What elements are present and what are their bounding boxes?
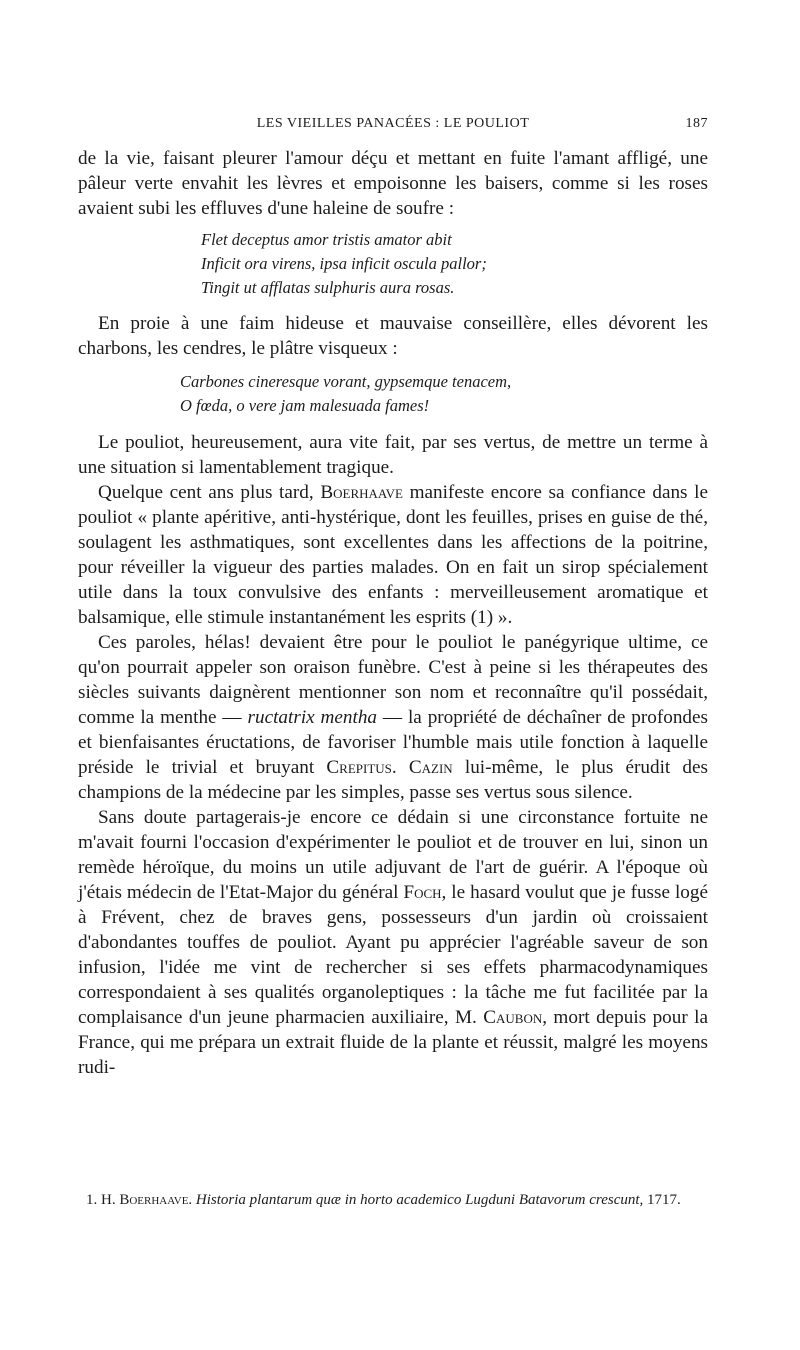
text-run: Quelque cent ans plus tard, bbox=[98, 482, 321, 503]
verse-line: Flet deceptus amor tristis amator abit bbox=[201, 230, 452, 249]
paragraph-boerhaave bbox=[78, 480, 708, 630]
text-run: , mort depuis pour la France, qui me prépara un extrait fluide de la plante et réussit, malgré les moyens rudi- bbox=[78, 1007, 708, 1078]
text-run: manifeste encore sa confiance dans le pouliot « plante apéritive, anti-hystérique, dont les feuilles, prises en guise de thé, soulagent les asthmatiques, sont excellentes dans les affections de la poitrine, pour réveiller la vigueur des parties malades. On en fait un sirop spécialement utile dans la toux convulsive des enfants : merveilleusement aromatique et balsamique, elle stimule instantanément les esprits bbox=[78, 482, 709, 628]
verse-line: Inficit ora virens, ipsa inficit oscula pallor; bbox=[201, 254, 487, 273]
text-run: Ces paroles, hélas! devaient être pour le pouliot le panégyrique ultime, ce qu'on pourrait appeler son oraison funèbre. C'est à peine si les thérapeutes des siècles suivants daignèrent mentionner son nom et reconnaître qu'il possédait, comme la menthe — bbox=[78, 632, 708, 728]
verse-line: Carbones cineresque vorant, gypsemque tenacem, bbox=[180, 372, 512, 391]
verse-line: Tingit ut afflatas sulphuris aura rosas. bbox=[201, 278, 455, 297]
text-run: . bbox=[391, 757, 409, 778]
latin-verse-1 bbox=[78, 228, 708, 300]
page-number: 187 bbox=[685, 116, 708, 131]
footnote bbox=[78, 1189, 708, 1211]
text-run: lui-même, le plus érudit des champions de la médecine par les simples, passe ses vertus sous silence. bbox=[78, 757, 708, 803]
footnote-title: Historia plantarum quæ in horto academico Lugduni Batavorum crescunt, bbox=[195, 1192, 644, 1208]
proper-name: Crepitus bbox=[326, 757, 392, 778]
author-name: Cazin bbox=[408, 757, 453, 778]
paragraph-continuation: de la vie, faisant pleurer l'amour déçu et mettant en fuite l'amant affligé, une pâleur verte envahit les lèvres et empoisonne les baisers, comme si les roses avaient subi les effluves d'une haleine de soufre : bbox=[78, 148, 708, 219]
latin-verse-2 bbox=[78, 370, 708, 418]
proper-name: Caubon bbox=[483, 1007, 543, 1028]
running-title: LES VIEILLES PANACÉES : LE POULIOT bbox=[256, 116, 530, 131]
footnote-reference[interactable]: (1) bbox=[470, 607, 494, 628]
text-run: Sans doute partagerais-je encore ce dédain si une circonstance fortuite ne m'avait fourni l'occasion d'expérimenter le pouliot et de trouver en lui, sinon un remède héroïque, du moins un utile adjuvant de l'art de guérir. A l'époque où j'étais médecin de l'Etat-Major du général bbox=[78, 807, 708, 903]
footnote-number: 1. bbox=[86, 1192, 98, 1208]
page-body bbox=[78, 146, 708, 1080]
text-run: — la propriété de déchaîner de profondes et bienfaisantes éructations, de favoriser l'humble mais utile fonction à laquelle préside le trivial et bruyant bbox=[78, 707, 708, 778]
footnote-year: 1717. bbox=[647, 1192, 681, 1208]
paragraph: Le pouliot, heureusement, aura vite fait, par ses vertus, de mettre un terme à une situation si lamentablement tragique. bbox=[78, 432, 708, 478]
author-name: Boerhaave bbox=[320, 482, 403, 503]
footnote-author: H. Boerhaave. bbox=[101, 1192, 193, 1208]
paragraph-frevent bbox=[78, 805, 708, 1080]
text-run: ». bbox=[493, 607, 513, 628]
latin-phrase: ructatrix mentha bbox=[247, 707, 378, 728]
paragraph-oraison bbox=[78, 630, 708, 805]
paragraph: En proie à une faim hideuse et mauvaise conseillère, elles dévorent les charbons, les cendres, le plâtre visqueux : bbox=[78, 313, 708, 359]
proper-name: Foch bbox=[403, 882, 442, 903]
text-run: , le hasard voulut que je fusse logé à Frévent, chez de braves gens, possesseurs d'un jardin où croissaient d'abondantes touffes de pouliot. Ayant pu apprécier l'agréable saveur de son infusion, l'idée me vint de rechercher si ses effets pharmacodynamiques correspondaient à ses qualités organoleptiques : la tâche me fut facilitée par la complaisance d'un jeune pharmacien auxiliaire, M. bbox=[78, 882, 708, 1028]
verse-line: O fœda, o vere jam malesuada fames! bbox=[180, 396, 430, 415]
running-header bbox=[78, 116, 708, 138]
